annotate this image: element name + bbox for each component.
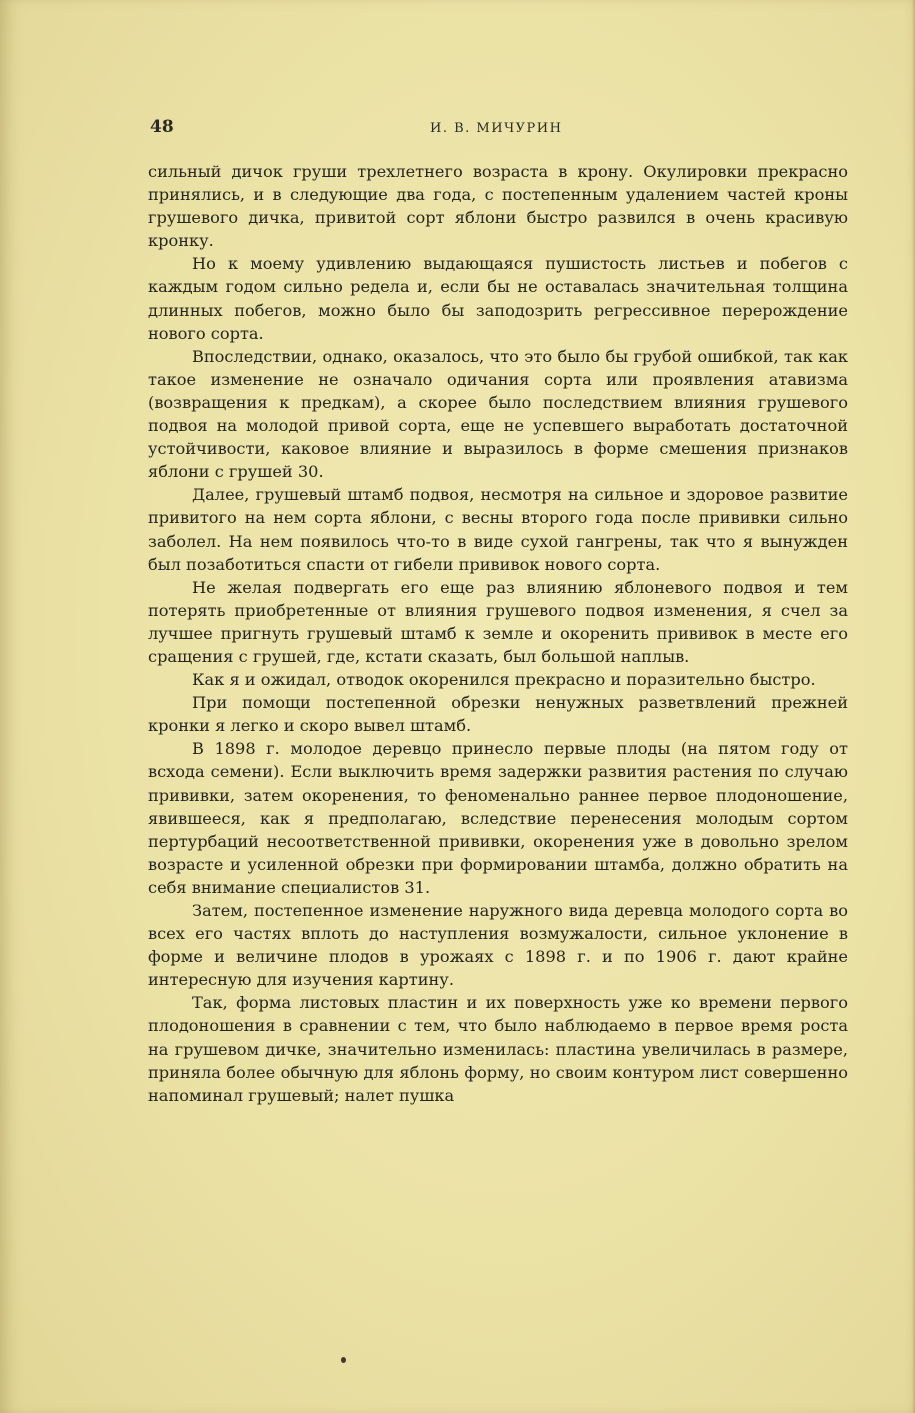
page-header bbox=[150, 117, 850, 141]
paragraph: Как я и ожидал, отводок окоренился прекрасно и поразительно быстро. bbox=[192, 670, 816, 690]
paragraph: Затем, постепенное изменение наружного вида деревца молодого сорта во всех его частях вплоть до наступления возмужалости, сильное уклонение в форме и величине плодов в урожаях с 1898 г. и по 1906 г. дают крайне интересную для изучения картину. bbox=[148, 901, 848, 990]
ink-dot-mark bbox=[341, 1357, 346, 1363]
running-head-author: И. В. МИЧУРИН bbox=[430, 121, 563, 136]
paragraph: В 1898 г. молодое деревцо принесло первые плоды (на пятом году от всхода семени). Если выключить время задержки развития растения по случаю прививки, затем окоренения, то феноменально раннее первое плодоношение, явившееся, как я предполагаю, вследствие перенесения молодым сортом пертурбаций несоответственной прививки, окоренения уже в довольно зрелом возрасте и усиленной обрезки при формировании штамба, должно обратить на себя внимание специалистов 31. bbox=[148, 739, 848, 897]
body-text bbox=[148, 160, 848, 1107]
paragraph-continued: сильный дичок груши трехлетнего возраста в крону. Окулировки прекрасно принялись, и в следующие два года, с постепенным удалением частей кроны грушевого дичка, привитой сорт яблони быстро развился в очень красивую кронку. bbox=[148, 162, 848, 251]
paragraph: При помощи постепенной обрезки ненужных разветвлений прежней кронки я легко и скоро вывел штамб. bbox=[148, 693, 848, 736]
paragraph: Не желая подвергать его еще раз влиянию яблоневого подвоя и тем потерять приобретенные от влияния грушевого подвоя изменения, я счел за лучшее пригнуть грушевый штамб к земле и окоренить прививок в месте его сращения с грушей, где, кстати сказать, был большой наплыв. bbox=[148, 577, 848, 666]
paragraph: Но к моему удивлению выдающаяся пушистость листьев и побегов с каждым годом сильно редела и, если бы не оставалась значительная толщина длинных побегов, можно было бы заподозрить регрессивное перерождение нового сорта. bbox=[148, 254, 848, 343]
paragraph: Так, форма листовых пластин и их поверхность уже ко времени первого плодоношения в сравнении с тем, что было наблюдаемо в первое время роста на грушевом дичке, значительно изменилась: пластина увеличилась в размере, приняла более обычную для яблонь форму, но своим контуром лист совершенно напоминал грушевый; налет пушка bbox=[148, 993, 848, 1105]
paragraph: Далее, грушевый штамб подвоя, несмотря на сильное и здоровое развитие привитого на нем сорта яблони, с весны второго года после прививки сильно заболел. На нем появилось что-то в виде сухой гангрены, так что я вынужден был позаботиться спасти от гибели прививок нового сорта. bbox=[148, 485, 848, 574]
paragraph: Впоследствии, однако, оказалось, что это было бы грубой ошибкой, так как такое изменение не означало одичания сорта или проявления атавизма (возвращения к предкам), а скорее было последствием влияния грушевого подвоя на молодой привой сорта, еще не успевшего выработать достаточной устойчивости, каковое влияние и выразилось в форме смешения признаков яблони с грушей 30. bbox=[148, 346, 848, 482]
page-number: 48 bbox=[150, 117, 174, 137]
